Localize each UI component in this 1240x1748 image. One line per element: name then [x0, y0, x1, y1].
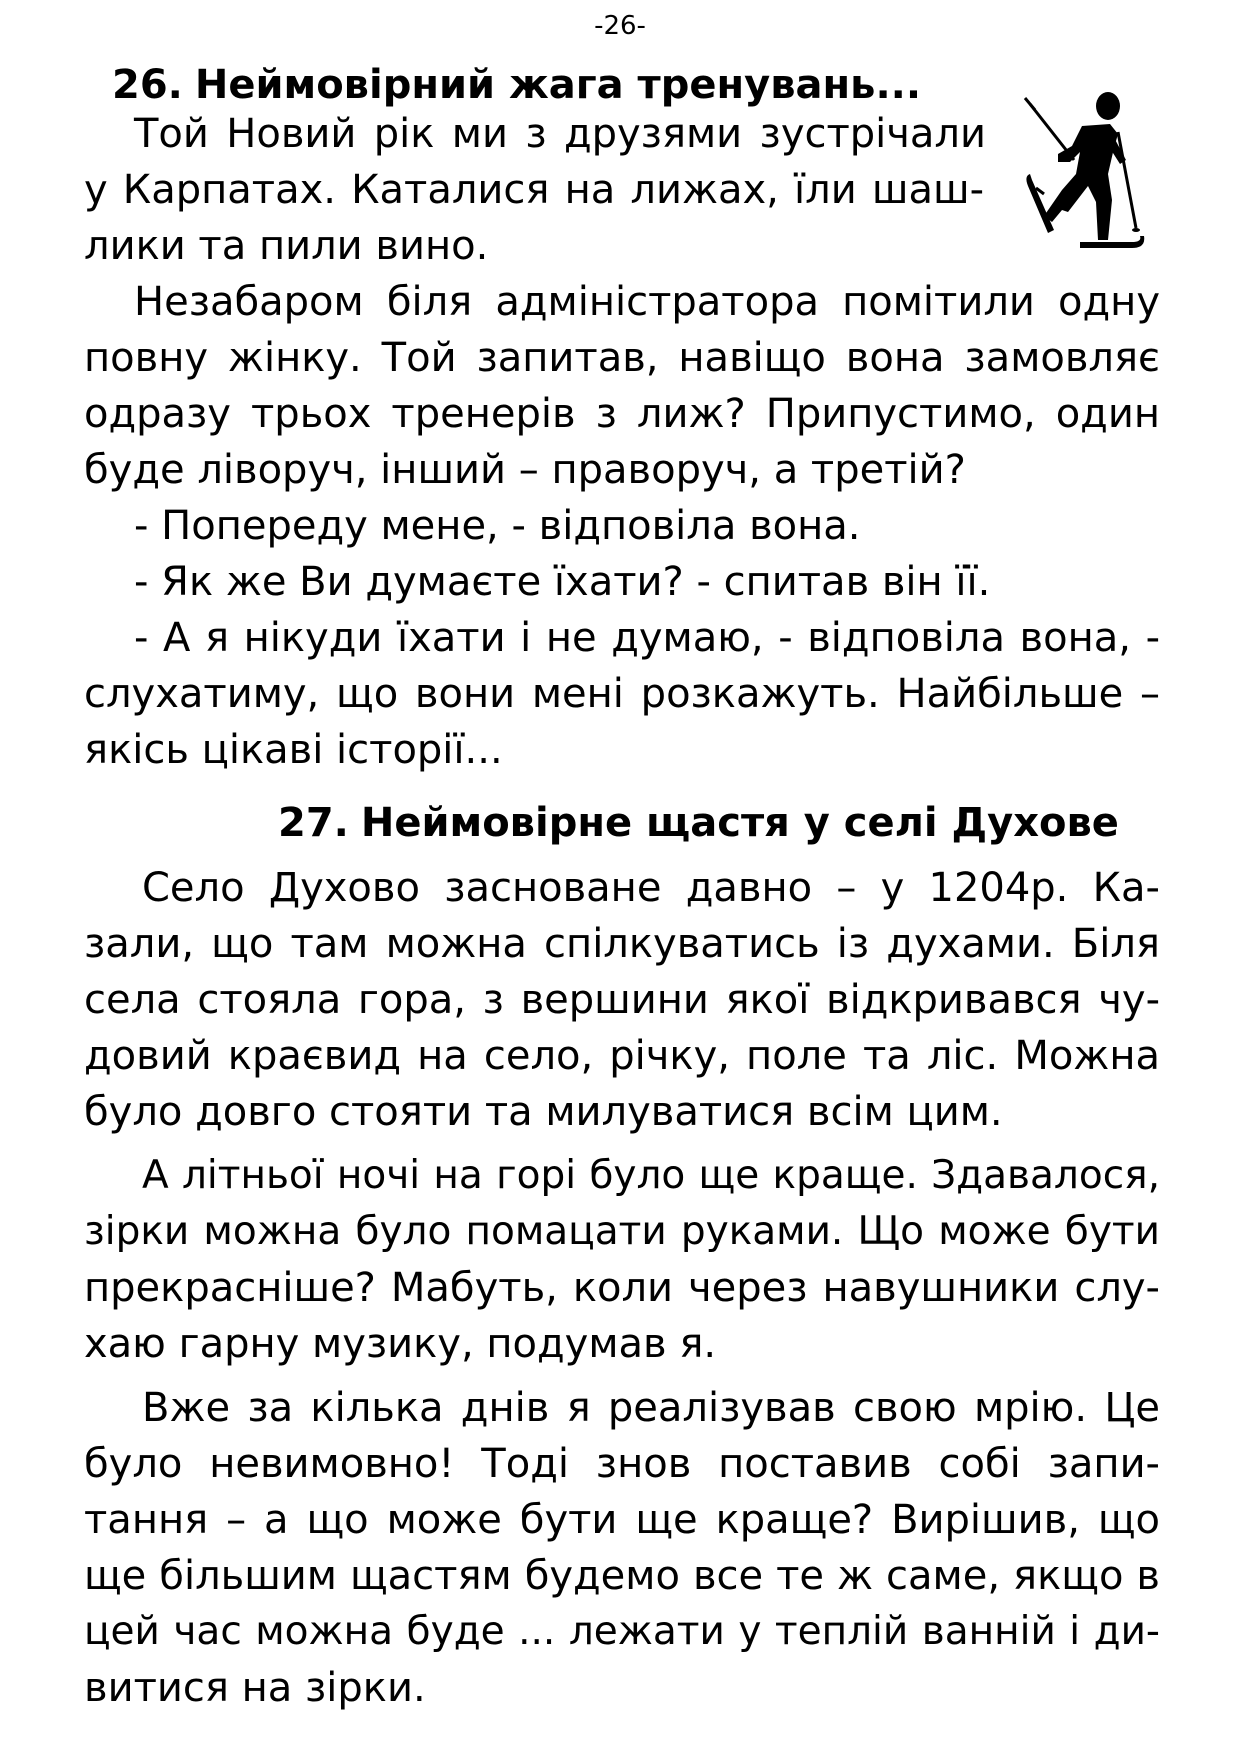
story-27-title: Неймовірне щастя у селі Духове: [360, 800, 1119, 846]
story-26-title: Неймовірний жага тренувань...: [194, 62, 922, 108]
story-27-line-8: прекрасніше? Мабуть, коли через навушники слу-: [84, 1265, 1160, 1311]
story-26-line-9: - Як же Ви думаєте їхати? - спитав він її.: [134, 559, 991, 605]
story-27-line-5: було довго стояти та милуватися всім цим.: [84, 1089, 1003, 1135]
story-26-heading: [112, 60, 921, 110]
story-26-line-1: Той Новий рік ми з друзями зустрічали: [134, 111, 986, 157]
story-27-line-15: витися на зірки.: [84, 1665, 426, 1711]
story-26-line-10: - А я нікуди їхати і не думаю, - відповіла вона, -: [134, 615, 1160, 661]
story-27-line-4: довий краєвид на село, річку, поле та ліс. Можна: [84, 1033, 1160, 1079]
story-27-line-3: села стояла гора, з вершини якої відкривався чу-: [84, 977, 1160, 1023]
story-26-line-2: у Карпатах. Каталися на лижах, їли шаш-: [84, 167, 984, 213]
story-26-number: 26.: [112, 62, 183, 108]
story-26-line-7: буде ліворуч, інший – праворуч, а третій?: [84, 447, 966, 493]
story-26-line-12: якісь цікаві історії...: [84, 727, 503, 773]
story-27-line-11: було невимовно! Тоді знов поставив собі запи-: [84, 1441, 1160, 1487]
story-26-line-6: одразу трьох тренерів з лиж? Припустимо, один: [84, 391, 1160, 437]
story-26-line-3: лики та пили вино.: [84, 223, 489, 269]
page-number: -26-: [594, 11, 646, 41]
story-26-line-4: Незабаром біля адміністратора помітили одну: [134, 279, 1160, 325]
story-27-line-7: зірки можна було помацати руками. Що може бути: [84, 1209, 1160, 1254]
story-27-number: 27.: [278, 800, 349, 846]
story-27-line-6: А літньої ночі на горі було ще краще. Здавалося,: [142, 1153, 1160, 1198]
story-26-line-8: - Попереду мене, - відповіла вона.: [134, 503, 861, 549]
story-27-line-1: Село Духово засноване давно – у 1204р. Ка-: [142, 865, 1160, 911]
story-27-line-2: зали, що там можна спілкуватись із духами. Біля: [84, 921, 1160, 967]
story-27-line-14: цей час можна буде ... лежати у теплій ванній і ди-: [84, 1609, 1160, 1654]
story-27-line-13: ще більшим щастям будемо все те ж саме, якщо в: [84, 1553, 1160, 1599]
story-27-heading: [278, 798, 1119, 848]
story-27-line-10: Вже за кілька днів я реалізував свою мрію. Це: [142, 1385, 1160, 1431]
story-27-line-9: хаю гарну музику, подумав я.: [84, 1321, 717, 1367]
story-26-line-11: слухатиму, що вони мені розкажуть. Найбільше –: [84, 671, 1160, 717]
story-27-line-12: тання – а що може бути ще краще? Вирішив, що: [84, 1497, 1160, 1543]
story-26-line-5: повну жінку. Той запитав, навіщо вона замовляє: [84, 335, 1160, 381]
